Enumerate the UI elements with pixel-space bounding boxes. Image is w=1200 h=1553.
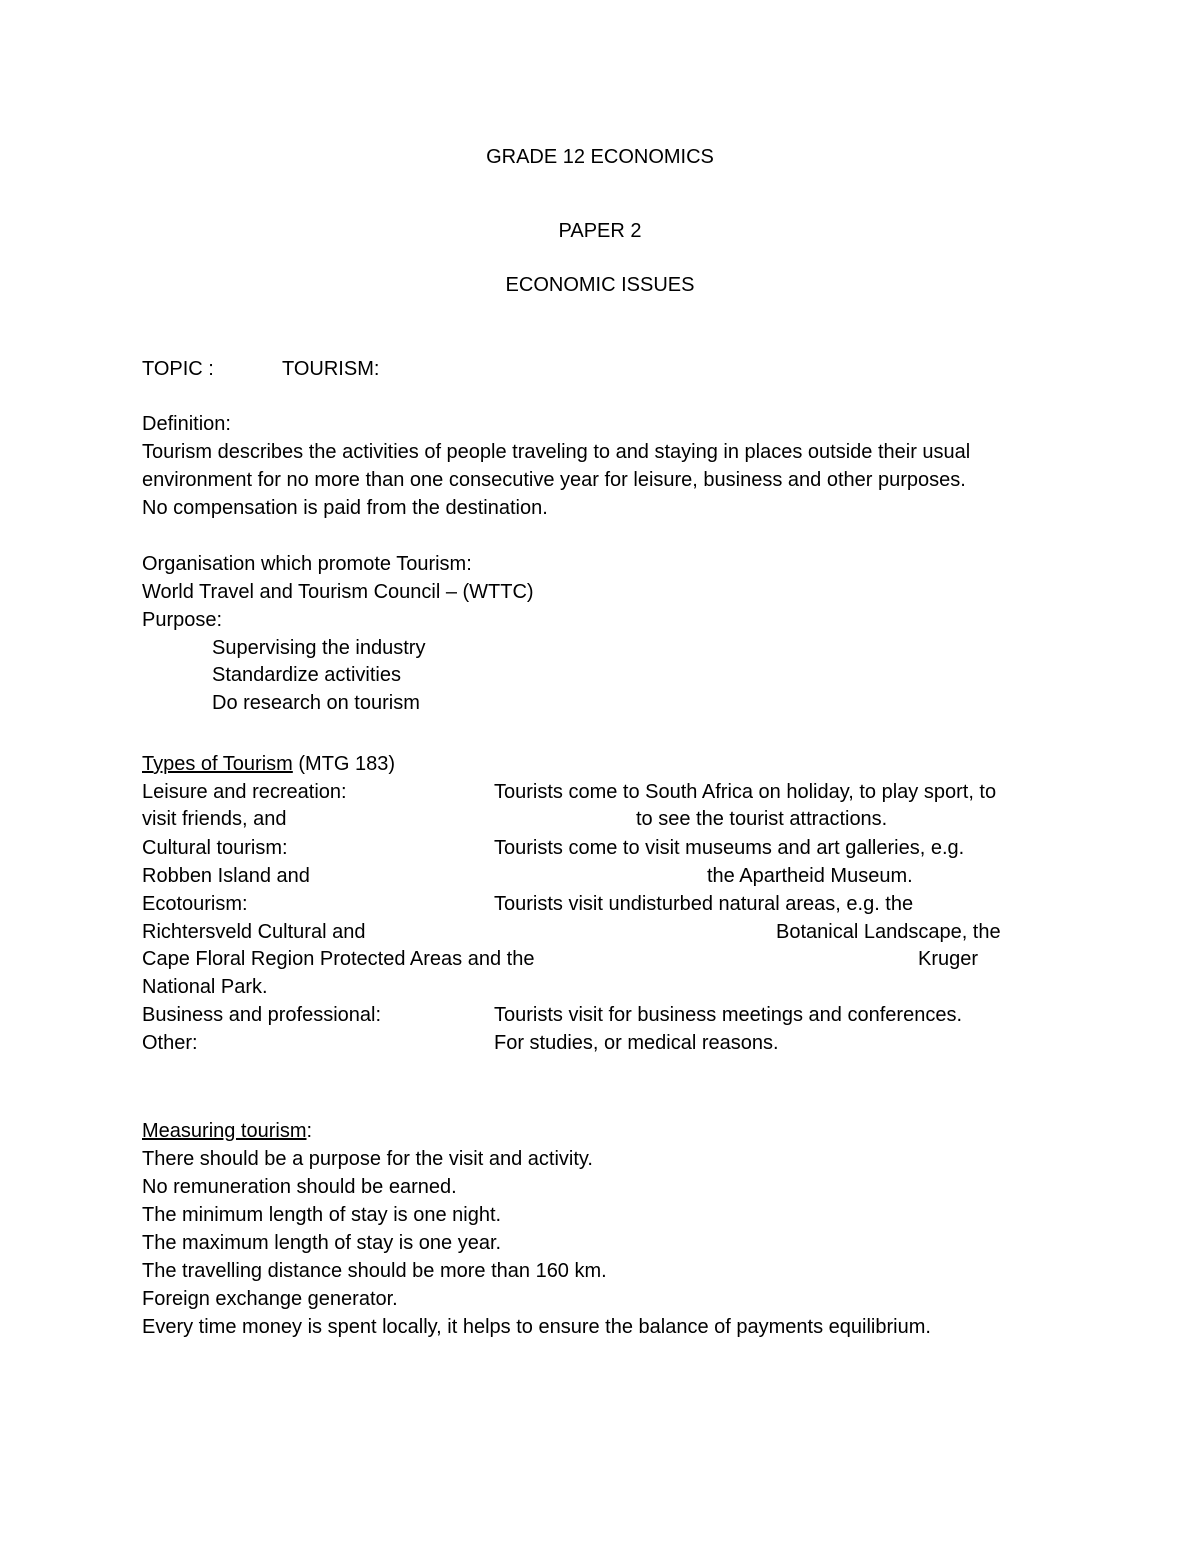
measuring-line: There should be a purpose for the visit and activity. bbox=[142, 1148, 593, 1170]
purpose-item: Standardize activities bbox=[212, 664, 401, 686]
measuring-heading-text: Measuring tourism bbox=[142, 1120, 307, 1142]
tourism-type-label: Ecotourism: bbox=[142, 893, 248, 915]
measuring-heading-suffix: : bbox=[306, 1120, 313, 1142]
measuring-line: No remuneration should be earned. bbox=[142, 1176, 457, 1198]
definition-heading: Definition: bbox=[142, 413, 231, 435]
tourism-type-label: Richtersveld Cultural and bbox=[142, 921, 366, 943]
tourism-type-label: National Park. bbox=[142, 976, 268, 998]
measuring-line: The maximum length of stay is one year. bbox=[142, 1232, 502, 1254]
tourism-type-label: Business and professional: bbox=[142, 1004, 382, 1026]
measuring-heading bbox=[142, 1119, 312, 1143]
paper-label: PAPER 2 bbox=[558, 220, 642, 242]
measuring-line: Foreign exchange generator. bbox=[142, 1288, 398, 1310]
tourism-type-description: Tourists visit undisturbed natural areas, e.g. the bbox=[494, 893, 914, 915]
measuring-line: The travelling distance should be more than 160 km. bbox=[142, 1260, 607, 1282]
definition-line: environment for no more than one consecutive year for leisure, business and other purposes. bbox=[142, 469, 966, 491]
types-heading-text: Types of Tourism bbox=[142, 753, 293, 775]
definition-line: Tourism describes the activities of people traveling to and staying in places outside their usual bbox=[142, 441, 971, 463]
topic-label: TOPIC : bbox=[142, 358, 214, 380]
tourism-type-description: Botanical Landscape, the bbox=[776, 921, 1001, 943]
tourism-type-label: Cultural tourism: bbox=[142, 837, 288, 859]
measuring-line: The minimum length of stay is one night. bbox=[142, 1204, 502, 1226]
tourism-type-description: Tourists visit for business meetings and conferences. bbox=[494, 1004, 962, 1026]
tourism-type-description: to see the tourist attractions. bbox=[636, 808, 888, 830]
tourism-type-label: visit friends, and bbox=[142, 808, 287, 830]
organisation-heading: Organisation which promote Tourism: bbox=[142, 553, 472, 575]
tourism-type-label: Robben Island and bbox=[142, 865, 310, 887]
tourism-type-label: Other: bbox=[142, 1032, 198, 1054]
purpose-heading: Purpose: bbox=[142, 609, 223, 631]
organisation-name: World Travel and Tourism Council – (WTTC) bbox=[142, 581, 534, 603]
tourism-type-description: Kruger bbox=[918, 948, 979, 970]
document-title: GRADE 12 ECONOMICS bbox=[486, 146, 714, 168]
section-title: ECONOMIC ISSUES bbox=[505, 274, 695, 296]
purpose-item: Supervising the industry bbox=[212, 637, 426, 659]
types-heading bbox=[142, 752, 395, 776]
tourism-type-description: the Apartheid Museum. bbox=[707, 865, 913, 887]
tourism-type-description: Tourists come to visit museums and art galleries, e.g. bbox=[494, 837, 965, 859]
purpose-item: Do research on tourism bbox=[212, 692, 420, 714]
tourism-type-description: For studies, or medical reasons. bbox=[494, 1032, 779, 1054]
tourism-type-label: Cape Floral Region Protected Areas and the bbox=[142, 948, 535, 970]
tourism-type-description: Tourists come to South Africa on holiday, to play sport, to bbox=[494, 781, 997, 803]
definition-line: No compensation is paid from the destination. bbox=[142, 497, 548, 519]
measuring-line: Every time money is spent locally, it helps to ensure the balance of payments equilibrium. bbox=[142, 1316, 931, 1338]
topic-value: TOURISM: bbox=[282, 358, 380, 380]
tourism-type-label: Leisure and recreation: bbox=[142, 781, 347, 803]
types-heading-ref: (MTG 183) bbox=[292, 753, 396, 775]
